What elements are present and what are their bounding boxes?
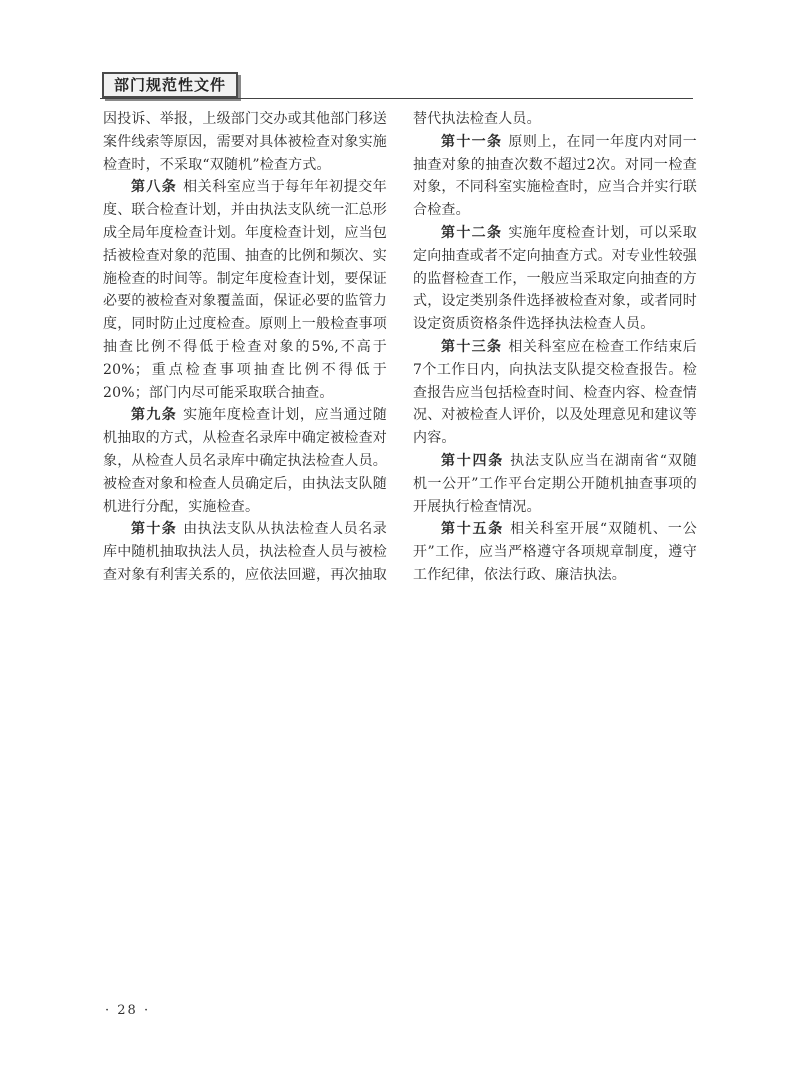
- paragraph: [413, 108, 697, 131]
- paragraph-text: 实施年度检查计划，应当通过随机抽取的方式，从检查名录库中确定被检查对象，从检查人员名录库中确定执法检查人员。被检查对象和检查人员确定后，由执法支队随机进行分配，实施检查。: [103, 407, 387, 515]
- paragraph-text: 原则上，在同一年度内对同一抽查对象的抽查次数不超过2次。对同一检查对象，不同科室实施检查时，应当合并实行联合检查。: [413, 133, 698, 219]
- section-header-tag: [102, 72, 238, 98]
- page-number: · 28 ·: [105, 1003, 151, 1018]
- paragraph-text: 执法支队应当在湖南省“双随机一公开”工作平台定期公开随机抽查事项的开展执行检查情况。: [413, 452, 697, 515]
- section-header-label: 部门规范性文件: [114, 76, 227, 94]
- article-paragraph: [413, 131, 697, 222]
- article-paragraph: [413, 222, 697, 336]
- paragraph-text: 相关科室开展“双随机、一公开”工作，应当严格遵守各项规章制度，遵守工作纪律，依法行政、廉洁执法。: [413, 521, 697, 583]
- article-number: 第十条: [131, 521, 178, 538]
- paragraph-text: 替代执法检查人员。: [413, 111, 541, 127]
- article-paragraph: [103, 404, 387, 518]
- article-paragraph: [413, 518, 697, 586]
- paragraph-text: 由执法支队从执法检查人员名录库中随机抽取执法人员，执法检查人员与被检查对象有利害关系的，应依法回避，再次抽取: [103, 521, 387, 583]
- paragraph-text: 因投诉、举报，上级部门交办或其他部门移送案件线索等原因，需要对具体被检查对象实施检查时，不采取“双随机”检查方式。: [103, 111, 387, 173]
- article-number: 第十一条: [441, 133, 503, 150]
- paragraph-text: 实施年度检查计划，可以采取定向抽查或者不定向抽查方式。对专业性较强的监督检查工作，一般应当采取定向抽查的方式，设定类别条件选择被检查对象，或者同时设定资质资格条件选择执法检查人员。: [413, 224, 698, 333]
- article-number: 第十四条: [441, 452, 505, 469]
- article-number: 第十五条: [441, 521, 505, 538]
- article-paragraph: [413, 450, 697, 518]
- article-paragraph: [413, 336, 697, 450]
- left-text-column: [103, 108, 387, 587]
- article-number: 第八条: [131, 179, 178, 196]
- article-number: 第十三条: [441, 338, 503, 355]
- article-number: 第十二条: [441, 224, 503, 241]
- article-paragraph: [103, 176, 387, 404]
- header-divider: [100, 98, 693, 99]
- article-number: 第九条: [131, 407, 178, 424]
- right-text-column: [413, 108, 697, 587]
- paragraph-text: 相关科室应当于每年年初提交年度、联合检查计划，并由执法支队统一汇总形成全局年度检查计划。年度检查计划，应当包括被检查对象的范围、抽查的比例和频次、实施检查的时间等。制定年度检查计划，要保证必要的被检查对象覆盖面，保证必要的监管力度，同时防止过度检查。原则上一般检查事项抽查比例不得低于检查对象的5%,不高于20%；重点检查事项抽查比例不得低于20%；部门内尽可能采取联合抽查。: [103, 179, 387, 401]
- paragraph-text: 相关科室应在检查工作结束后7个工作日内，向执法支队提交检查报告。检查报告应当包括检查时间、检查内容、检查情况、对被检查人评价，以及处理意见和建议等内容。: [413, 338, 698, 447]
- paragraph: [103, 108, 387, 176]
- article-paragraph: [103, 518, 387, 586]
